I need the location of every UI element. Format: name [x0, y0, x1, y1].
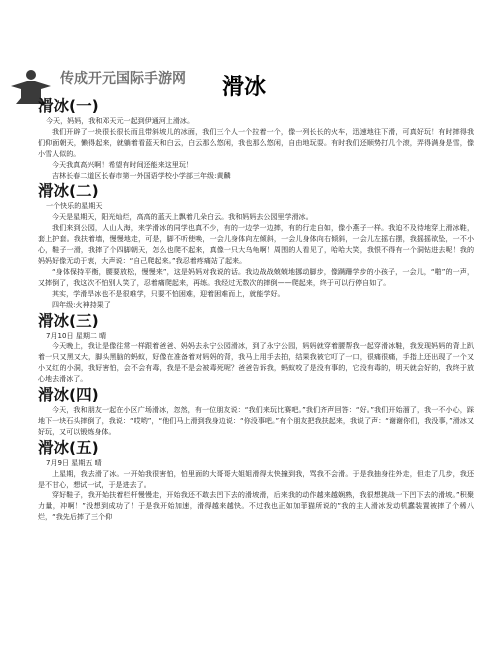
essay-section	[38, 385, 474, 438]
paragraph: 吉林长春二道区长春市第一外国语学校小学部三年级:黄麟	[52, 170, 231, 180]
brand-name: 传成开元国际手游网	[60, 71, 186, 87]
paragraph: 我们开辟了一块很长很长而且带斜坡儿的冰面，我们三个人一个拉着一个，像一列长长的火车，迅速地往下滑，可真好玩！有时摔得我们仰面朝天，懒得起来，就躺着看蓝天和白云，白云那么悠闲，我也那么悠闲，自由地玩耍。有时我们还顺势打几个滚，弄得满身是雪，像小雪人似的。	[38, 126, 474, 158]
paragraph: 一个快乐的星期天	[46, 201, 103, 211]
section-heading: 滑冰(四)	[38, 386, 99, 405]
paragraph: 上星期，我去滑了冰。一开始我很害怕，怕里面的大哥哥大姐姐滑得太快撞到我，骂我不会滑。于是我抽身往外走，但走了几步，我还是不甘心，想试一试，于是进去了。	[38, 468, 474, 489]
paragraph: 7月9日 星期五 晴	[46, 457, 102, 467]
paragraph: 7月10日 星期二 晴	[46, 330, 107, 340]
essay-section	[38, 96, 474, 181]
essay-section	[38, 181, 474, 310]
section-heading: 滑冰(一)	[38, 97, 99, 115]
paragraph: 今天，妈妈，我和邓天元一起到伊通河上滑冰。	[46, 116, 194, 125]
paragraph: 我们来到公园，人山人海，来学滑冰的同学也真不少，有的一边学一边摔，有的行走自如，像小燕子一样。我迫不及待地穿上滑冰鞋，套上护套。我扶着墙，慢慢地走，可是，脚不听使唤，一会儿身体向左倾斜，一会儿身体向右倾斜，一会儿左摇右摆，我摇摇欲坠，一不小心，鞋子一滑，我摔了个四脚朝天，怎么也爬不起来，真像一只大乌龟啊！周围的人看见了，哈哈大笑，我恨不得有一个洞钻进去呢！我的妈妈好像无动于衷，大声说：“自己爬起来。”我忍着疼痛站了起来。	[38, 223, 474, 265]
paragraph: 今天，我和朋友一起在小区广场滑冰，忽然，有一位朋友说：“我们来玩比赛吧。”我们齐声回答：“好。”我们开始溜了，我一不小心，踩地下一块石头摔倒了，我说：“哎哟”，“他们马上滑到我身边说：“你没事吧。”有个朋友把我扶起来，我说了声：“谢谢你们，我没事，”滑冰又好玩，又可以锻炼身体。	[38, 405, 474, 436]
paragraph: 穿好鞋子，我开始扶着栏杆慢慢走，开始我还不敢去凹下去的滑坡滑，后来我的动作越来越娴熟，我很想挑战一下凹下去的滑坡。”积聚力量，冲啊！”没想到成功了！于是我开始加速，滑得越来越快。不过我也正如加菲猫所说的”我的主人滑冰发动机蠢装置被摔了个稀八烂，“我先后摔了三个仰	[38, 490, 474, 522]
page-title: 滑冰	[222, 75, 267, 100]
paragraph: 今天晚上，我让是像往常一样跟着爸爸、妈妈去永宁公园滑冰，到了永宁公园，妈妈就穿着腰帮我一起穿滑冰鞋，我发现妈妈的背上趴着一只又黑又大，脚头黑脑的蚂蚁，好像在准备着对妈妈的背，我马上用手去拍，结果我被它叮了一口，很痛很痛，手指上还出现了一个又小又红的小洞，我好害怕，会不会有毒，我是不是会被毒死呢？爸爸告诉我，蚂蚁咬了是没有事的，它没有毒的，明天就会好的，我终于放心地去滑冰了。	[38, 341, 474, 384]
section-heading: 滑冰(三)	[38, 311, 99, 330]
paragraph: 今天是星期天，阳光灿烂，高高的蓝天上飘着几朵白云。我和妈妈去公园里学滑冰。	[52, 212, 313, 222]
article-body	[38, 96, 474, 523]
paragraph: “身体保持平衡，腰要放松，慢慢来”，这是妈妈对我说的话。我边战战兢兢地挪动脚步，像蹒跚学步的小孩子，一会儿，“啪”的一声，又摔倒了，我这次不怕别人笑了，忍着痛爬起来，再练。我经过无数次的摔倒——爬起来，终于可以行停自如了。	[38, 266, 474, 287]
section-heading: 滑冰(五)	[38, 438, 99, 457]
page-header	[0, 0, 500, 105]
paragraph: 今天我真高兴啊！希望有时间还能来这里玩！	[52, 159, 193, 169]
paragraph: 其实，学滑旱冰也不是很难学，只要不怕困难，迎着困难而上，就能学好。	[52, 288, 285, 298]
paragraph: 四年级:火神持果了	[52, 299, 111, 309]
essay-section	[38, 311, 474, 386]
essay-section	[38, 438, 474, 523]
section-heading: 滑冰(二)	[38, 182, 99, 201]
